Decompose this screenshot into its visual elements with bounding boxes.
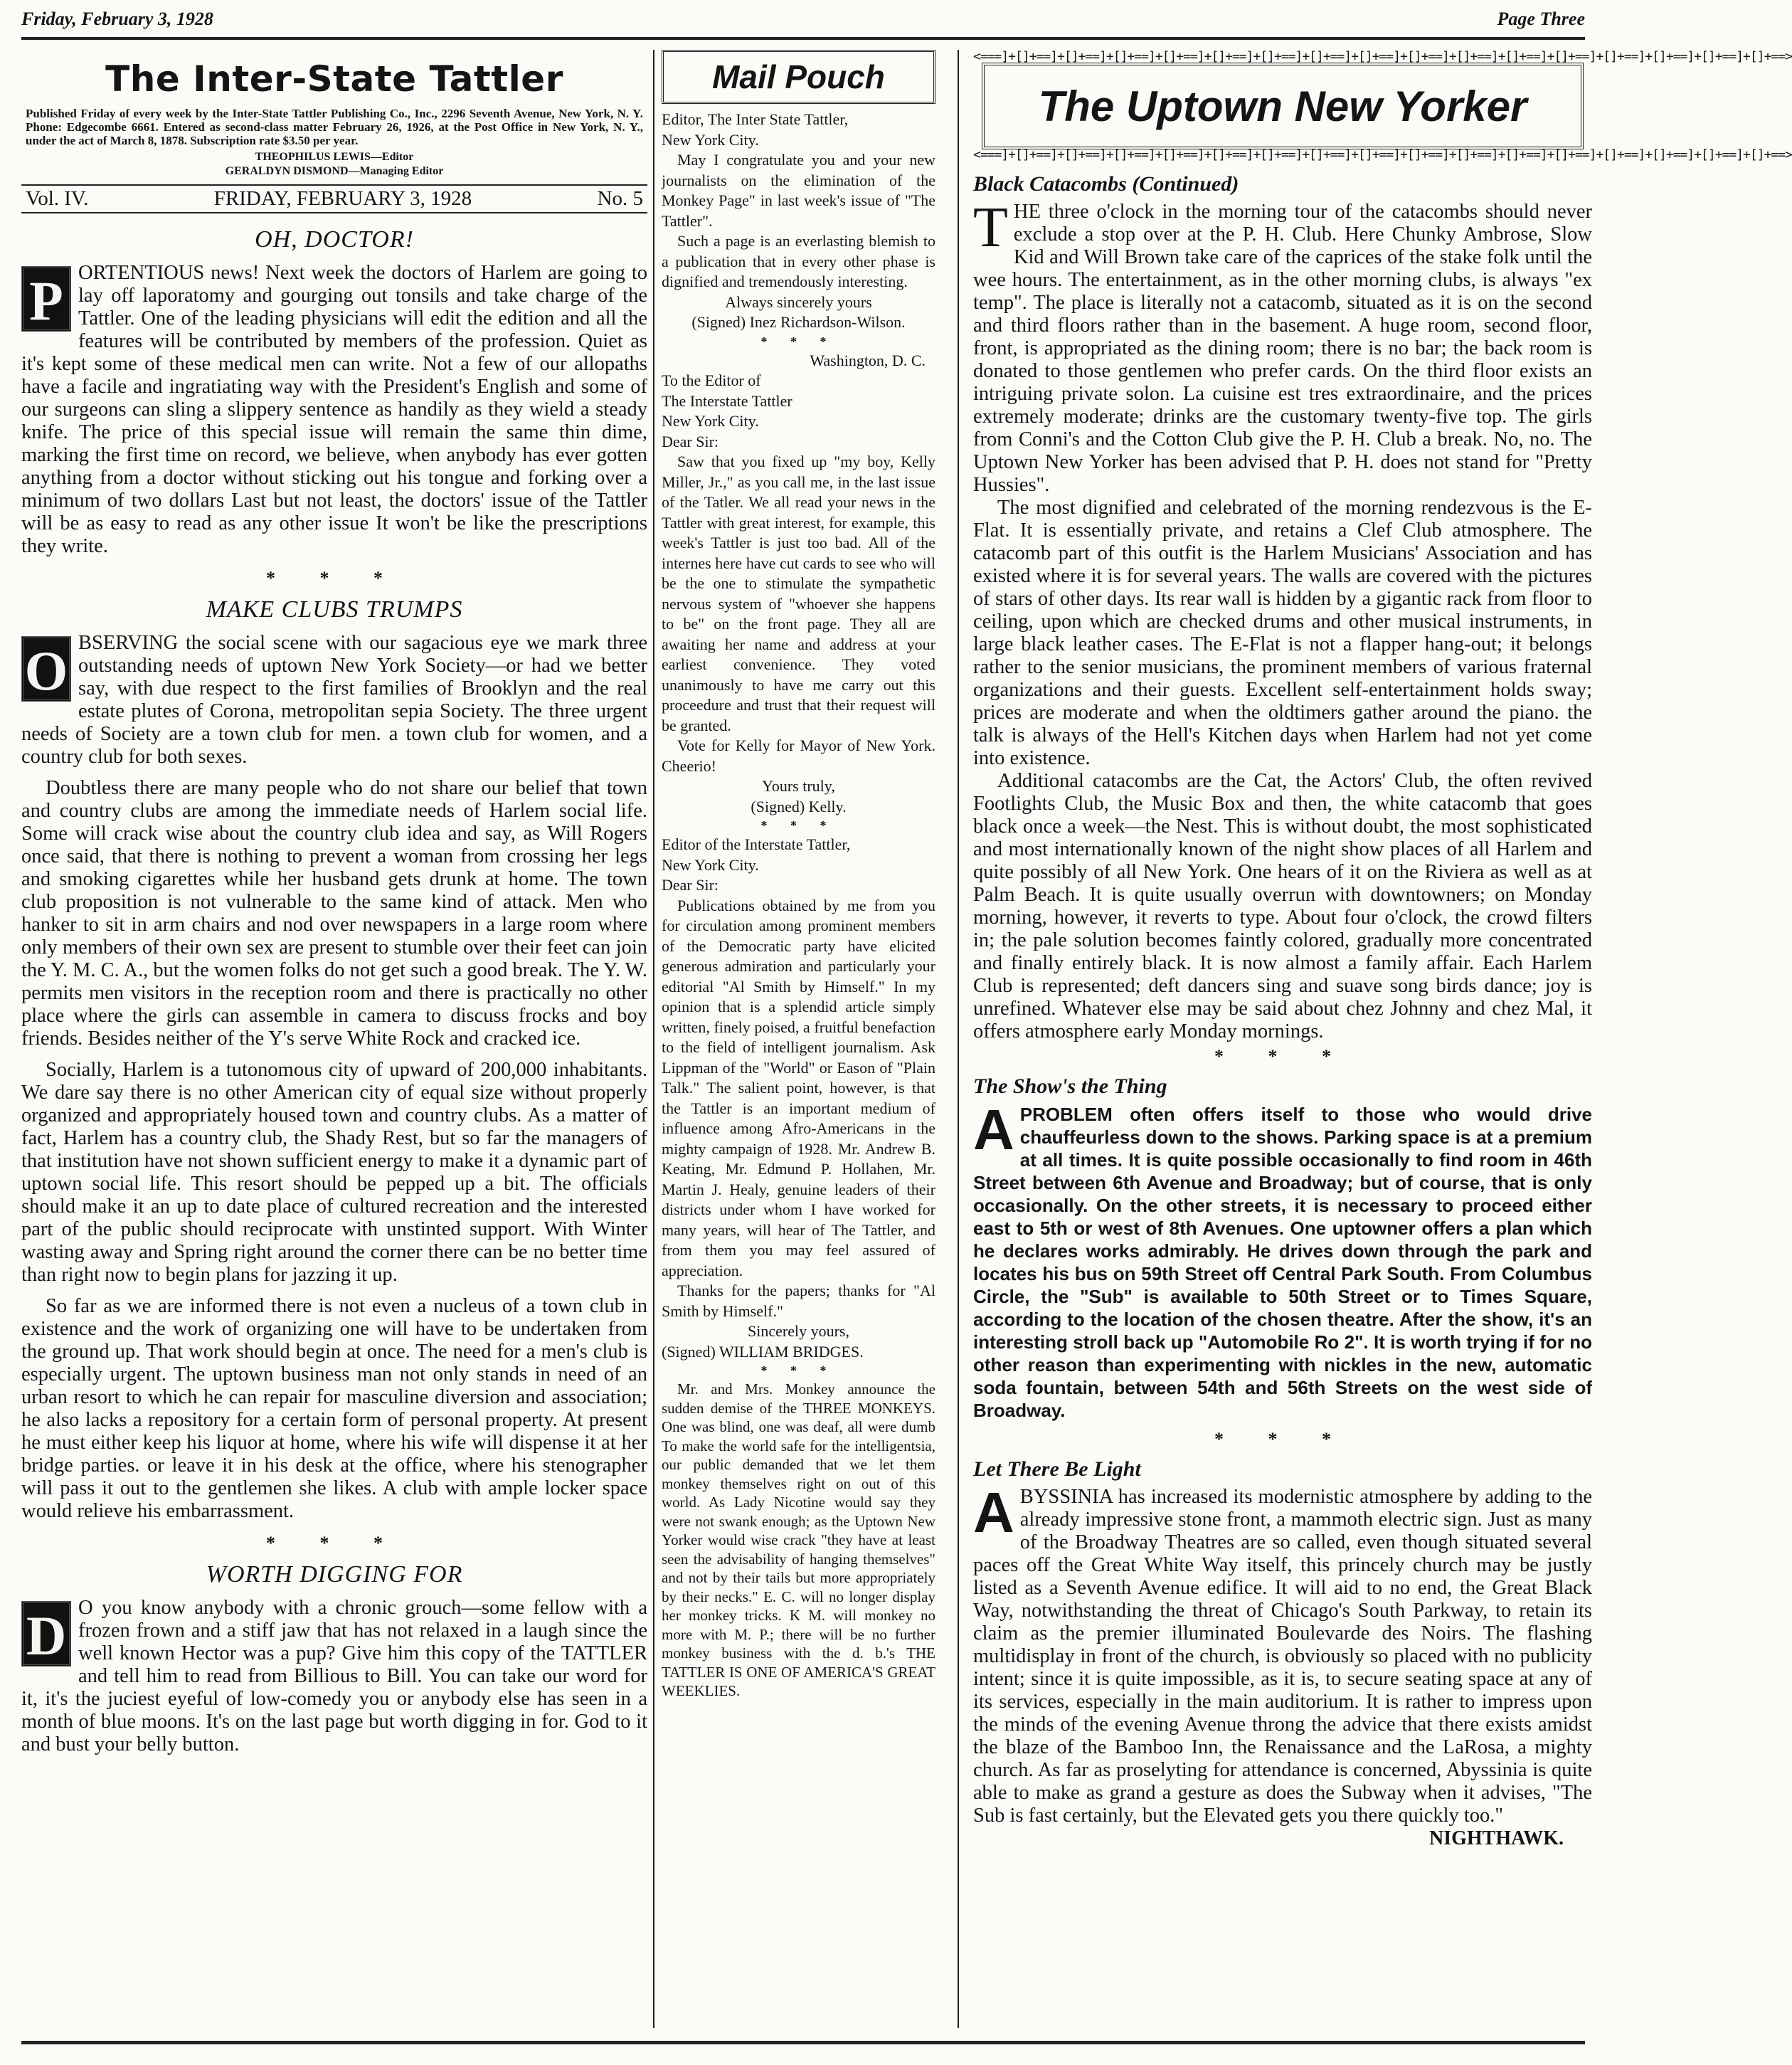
article-title: WORTH DIGGING FOR [206,1561,463,1588]
byline: NIGHTHAWK. [1428,1827,1564,1849]
letter-closing: Always sincerely yours [725,292,872,311]
volume: Vol. IV. [26,187,89,210]
letter-line: To the Editor of [662,371,761,389]
section-body [973,1481,1592,1827]
letter-paragraph: Mr. and Mrs. Monkey announce the sudden demise of the THREE MONKEYS. One was blind, one was deaf, all were dumb To make the world safe for the intelligentsia, our public demanded that we let them monkey themselves right on out of this world. As Lady Nicotine would say they were not swank enough; as the Uptown New Yorker would wise crack "they have at least seen the advisability of hanging themselves" and not by their tails but more appropriately by their necks." E. C. will no longer display her monkey tricks. K M. will monkey no more with M. P.; there will be no further monkey business with the d. b.'s THE TATTLER IS ONE OF AMERICA'S GREAT WEEKLIES. [662,1380,935,1699]
column-rule-2 [958,50,959,2028]
section-paragraph: The most dignified and celebrated of the morning rendezvous is the E-Flat. It is essentially private, and retains a Clef Club atmosphere. The catacomb part of this outfit is the Harlem Musicians' Association and has existed where it is for several years. The walls are covered with the pictures of stars of other days. Its rear wall is hidden by a gigantic rack from floor to ceiling, upon which are checked drums and other musical instruments, in large black leather cases. The E-Flat is not a flapper hang-out; it belongs rather to the senior musicians, the prominent members of various fraternal organizations and their guests. Excellent self-entertainment holds sway; prices are moderate and when the oldtimers gather around the piano. the talk is always of the Hell's Kitchen days when Harlem had not yet come into existence. [973,497,1592,769]
section-body [973,196,1592,1043]
letter-paragraph: May I congratulate you and your new journalists on the elimination of the Monkey Page" in last week's issue of "The Tattler". [662,151,935,230]
article-paragraph: So far as we are informed there is not even a nucleus of a town club in existence and the work of organizing one will have to be undertaken from the ground up. That work should begin at once. The need for a men's club is especially urgent. The uptown business man not only stands in need of an urban resort to which he can repair for masculine diversion and association; he also lacks a repository for a certain form of personal property. At present he must either keep his liquor at home, where his wife will dispense it at her bridge parties. or leave it in his desk at the office, where his stenographer will pass it out to the gentlemen she likes. A club with ample locker space would relieve his embarrassment. [21,1295,647,1522]
section-title: The Show's the Thing [973,1074,1167,1098]
article-body [21,632,647,1523]
issue-dateline [21,184,647,213]
drop-cap: D [21,1601,71,1667]
letter-location: Washington, D. C. [810,351,926,369]
letter-paragraph: Saw that you fixed up "my boy, Kelly Miller, Jr.," as you call me, in the last issue of the Tatler. We all read your news in the Tattler with great interest, for example, this week's Tattler is just too bad. All of the internes here have cut cards to see who will be the one to stimulate the sympathetic nervous system of "whoever she happens to be" on the front page. They all are awaiting her name and address at your earliest convenience. They voted unanimously to have me carry out this proceedure and trust that their request will be granted. [662,453,935,734]
drop-cap: A [973,1481,1014,1544]
letter-paragraph: Vote for Kelly for Mayor of New York. Cheerio! [662,736,935,775]
masthead: The Inter-State Tattler [105,58,563,100]
column-title: The Uptown New Yorker [1038,82,1527,130]
drop-cap: O [21,636,71,702]
publication-info: Published Friday of every week by the Inter-State Tattler Publishing Co., Inc., 2296 Seventh Avenue, New York, N. Y. Phone: Edgecombe 6661. Entered as second-class matter February 26, 1926, at the Post Office in New York, N. Y., under the act of March 8, 1878. Subscription rate $3.50 per year. [26,107,643,147]
banner-frame [982,63,1584,149]
article-paragraph: Doubtless there are many people who do not share our belief that town and country clubs are among the immediate needs of Harlem social life. Some will crack wise about the country club idea and say, as Will Rogers once said, that there is nothing to prevent a woman from crossing her legs and smoking cigarettes while her husband gets drunk at home. The town club proposition is not vulnerable to the same kind of attack. Men who hanker to sit in arm chairs and nod over newspapers in a large room where only members of their own sex are present to stumble over their feet can join the Y. M. C. A., but the women folks do not get such a good break. The Y. W. permits men visitors in the reception room and there is practically no other place where the girls can assemble in camera to discuss frocks and boy friends. Besides neither of the Y's serve White Rock and cracked ice. [21,777,647,1050]
section-title: Black Catacombs (Continued) [973,172,1239,196]
banner-ornament-top: <===]+[]+==]+[]+==]+[]+==]+[]+==]+[]+==]+[]+==]+[]+==]+[]+==]+[]+==]+[]+==]+[]+==]+[]+==]+[]+==]+[]+==]+[]+==]+[]+==> [973,49,1792,64]
article-paragraph: Socially, Harlem is a tutonomous city of upward of 200,000 inhabitants. We dare say there is no other American city of equal size without properly organized and appropriately housed town and country clubs. As a matter of fact, Harlem has a country club, the Shady Rest, but so far the managers of that institution have not shown sufficient energy to make it a dynamic part of uptown social life. This resort should be pepped up a bit. The officials should make it an up to date place of cultured recreation and the interested part of the public should reciprocate with unstinted support. With Winter wasting away and Spring right around the corner there can be no better time than right now to begin plans for jazzing it up. [21,1059,647,1286]
section-divider: * * * [266,1533,403,1553]
article-body [21,262,647,558]
letter-paragraph: Thanks for the papers; thanks for "Al Smith by Himself." [662,1282,935,1320]
drop-cap: P [21,266,71,332]
managing-editor-line: GERALDYN DISMOND—Managing Editor [225,165,444,177]
article-paragraph: ORTENTIOUS news! Next week the doctors of Harlem are going to lay off laporatomy and gourging out tonsils and take charge of the Tattler. One of the leading physicians will edit the edition and all the features will be contributed by members of the profession. Quiet as it's kept some of these medical men can write. Not a few of our allopaths have a facile and ingratiating way with the President's English and some of our surgeons can sling a slippery sentence as handily as they wield a steady knife. The price of this special issue will remain the same thin dime, marking the first time on record, we believe, when anybody has ever gotten anything from a doctor without sticking out his tongue and forking over a minimum of two dollars Last but not least, the doctors' issue of the Tattler will be as easy to read as any other issue It won't be like the prescriptions they write. [21,262,647,557]
top-rule [21,37,1585,40]
uptown-new-yorker-column [973,49,1792,2028]
letter-line: Dear Sir: [662,876,719,894]
letter-divider: * * * [760,334,837,349]
letter-paragraph: Such a page is an everlasting blemish to a publication that in every other phase is dignified and tremendously interesting. [662,232,935,290]
mail-pouch-title: Mail Pouch [712,58,885,95]
section-paragraph: PROBLEM often offers itself to those who would drive chauffeurless down to the shows. Parking space is at a premium at all times. It is quite possible occasionally to find room in 46th Street between 6th Avenue and Broadway; but of course, that is only occasionally. On the other streets, it is necessary to proceed either east to 5th or west of 8th Avenues. One uptowner offers a plan which he declares works admirably. He drives down through the park and locates his bus on 59th Street off Central Park South. From Columbus Circle, the "Sub" is available to 50th Street or to Times Square, according to the location of the chosen theatre. After the show, it's an interesting stroll back up "Automobile Ro 2". It is worth trying if for no other reason than experimenting with nickles in the new, automatic soda fountain, between 54th and 56th Streets on the west side of Broadway. [973,1104,1592,1421]
letter-signature: (Signed) Inez Richardson-Wilson. [691,313,906,331]
letter-line: The Interstate Tattler [662,391,792,410]
drop-cap: A [973,1098,1014,1161]
banner-ornament-bottom: <===]+[]+==]+[]+==]+[]+==]+[]+==]+[]+==]+[]+==]+[]+==]+[]+==]+[]+==]+[]+==]+[]+==]+[]+==]+[]+==]+[]+==]+[]+==]+[]+==> [973,147,1792,162]
letter-line: New York City. [662,412,759,430]
article-paragraph: O you know anybody with a chronic grouch—some fellow with a frozen frown and a stiff jaw that has not relaxed in a laugh since the well known Hector was a pup? Give him this copy of the TATTLER and tell him to read from Billious to Bill. You can take our word for it, it's the juciest eyeful of low-comedy you or anybody else has seen in a month of blue moons. It's on the last page but worth digging in for. God to it and bust your belly button. [21,1597,647,1755]
editors-block [21,150,647,179]
letter-signature: (Signed) Kelly. [751,797,847,815]
mail-pouch-column [662,50,935,2028]
section-body [973,1098,1592,1422]
editor-line: THEOPHILUS LEWIS—Editor [255,151,414,163]
issue-date: FRIDAY, FEBRUARY 3, 1928 [213,187,472,210]
letter-line: New York City. [662,130,759,149]
section-divider: * * * [266,568,403,588]
article-title: OH, DOCTOR! [255,226,414,253]
header-date: Friday, February 3, 1928 [21,9,213,29]
article-title: MAKE CLUBS TRUMPS [206,596,463,623]
issue-number: No. 5 [597,187,643,210]
article-body [21,1597,647,1756]
section-paragraph: Additional catacombs are the Cat, the Actors' Club, the often revived Footlights Club, the Music Box and then, the white catacomb that goes black once a week—the Nest. This is without doubt, the most sophisticated and most internationally known of the night show places of all Harlem and quite possibly of all New York. One hears of it on the Riviera as well as at Palm Beach. It is quite usually overrun with downtowners; on Monday morning, however, it reverts to type. About four o'clock, the crowd filters in; the pale solution becomes faintly colored, gradually more concentrated and finally entirely black. It is now almost a family affair. Each Harlem Club is represented; deft dancers sing and suave song birds dance; joy is unrefined. Whatever else may be said about chez Johnny and chez Mal, it offers atmosphere early Monday mornings. [973,770,1592,1042]
letter-signature: (Signed) WILLIAM BRIDGES. [662,1342,864,1361]
header-page: Page Three [1497,9,1585,29]
column-banner [973,49,1792,162]
running-header [21,3,1585,31]
letter-line: Editor of the Interstate Tattler, [662,835,851,853]
letter-closing: Yours truly, [762,777,835,795]
letter-paragraph: Publications obtained by me from you for circulation among prominent members of the Democratic party have elicited generous admiration and particularly your editorial "Al Smith by Himself." In my opinion that is a splendid article simply written, finely poised, a fruitful benefaction to the field of intelligent journalism. Ask Lippman of the "World" or Eason of "Plain Talk." The salient point, however, is that the Tattler is an important medium of influence among Afro-Americans in the mighty campaign of 1928. Mr. Andrew B. Keating, Mr. Edmund P. Hollahen, Mr. Martin J. Healy, genuine leaders of their districts under whom I have worked for many years, will hear of The Tattler, and from them you may feel assured of appreciation. [662,896,935,1279]
letter-line: Editor, The Inter State Tattler, [662,110,849,128]
letter-line: Dear Sir: [662,432,719,450]
column-rule-1 [653,50,654,2028]
bottom-rule [21,2041,1585,2044]
letter-closing: Sincerely yours, [748,1322,849,1340]
section-paragraph: HE three o'clock in the morning tour of the catacombs should never exclude a stop over at the P. H. Club. Here Chunky Ambrose, Slow Kid and Will Brown take care of the caprices of the stake folk until the wee hours. The entertainment, as in the other morning clubs, is always "ex temp". The place is literally not a catacomb, situated as it is on the second and third floors rather than in the basement. A huge room, second floor, front, is appropriated as the dining room; there is no bar; the back room is donated to those gentlemen who prefer cards. On the third floor exists an intriguing private solon. La cuisine est tres extraordinaire, and the prices extremely moderate; drinks are the customary twenty-five top. The girls from Conni's and the Cotton Club give the P. H. Club a break. No, no. The Uptown New Yorker has been advised that P. H. does not stand for "Pretty Hussies". [973,201,1592,496]
letter-line: New York City. [662,855,759,874]
letter-divider: * * * [760,818,837,833]
section-divider: * * * [1214,1429,1351,1449]
article-paragraph: BSERVING the social scene with our sagacious eye we mark three outstanding needs of uptown New York Society—or had we better say, with due respect to the first families of Brooklyn and the real estate plutes of Corona, metropolitan sepia Society. The three urgent needs of Society are a town club for men. a town club for women, and a country club for both sexes. [21,632,647,768]
editorial-column [21,50,647,2028]
mail-pouch-header [662,50,935,104]
section-divider: * * * [1214,1046,1351,1067]
section-title: Let There Be Light [973,1457,1141,1481]
letter-divider: * * * [760,1363,837,1378]
drop-cap: T [973,196,1008,259]
section-paragraph: BYSSINIA has increased its modernistic atmosphere by adding to the already impressive stone front, a mammoth electric sign. Just as many of the Broadway Theatres are so called, even though situated several paces off the Great White Way itself, this princely church may be justly listed as a Seventh Avenue edifice. It will aid to no end, the Great Black Way, notwithstanding the threat of Chicago's South Parkway, to retain its claim as the premier illuminated Boulevarde des Noirs. The flashing multidisplay in front of the church, is obviously so placed with no publicity intent; since it is quite impossible, as it is, to secure seating space at any of its services, especially in the main auditorium. It is rather to impress upon the minds of the evening Avenue throng the advice that there exists amidst the blaze of the Bamboo Inn, the Renaissance and the LaRosa, a mighty church. As far as proselyting for attendance is concerned, Abyssinia is quite able to make as grand a gesture as does the Subway when it advises, "The Sub is fast certainly, but the Elevated gets you there quickly too." [973,1486,1592,1827]
